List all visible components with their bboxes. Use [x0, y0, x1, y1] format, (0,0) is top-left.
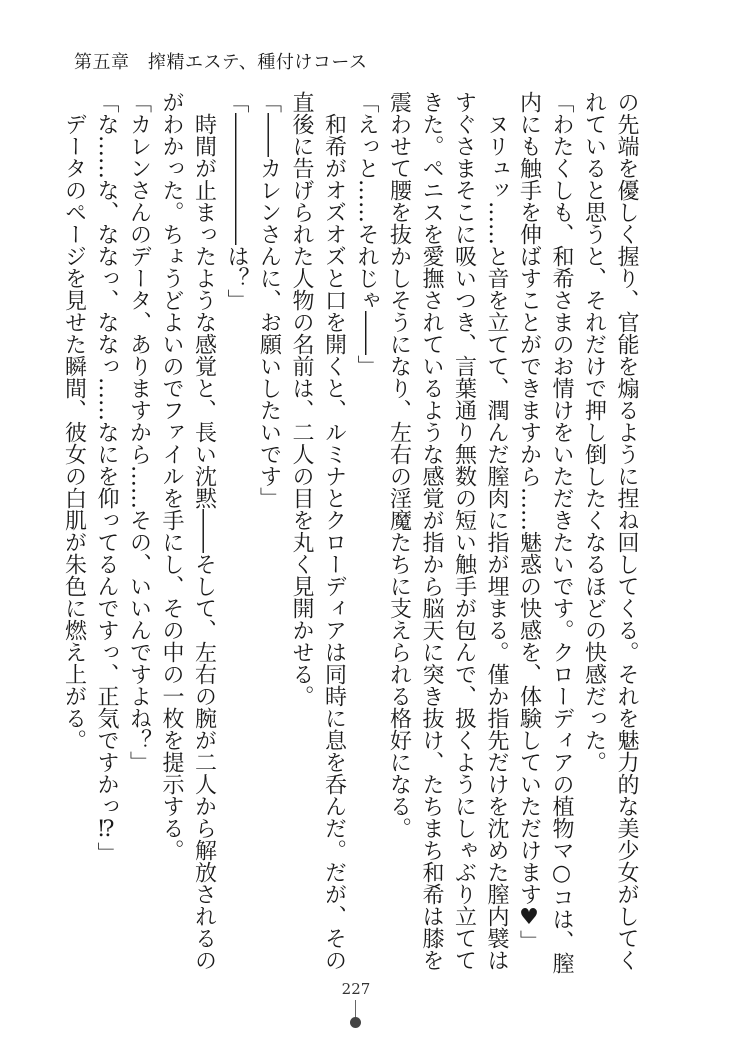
- text-line: 震わせて腰を抜かしそうになり、左右の淫魔たちに支えられる格好になる。: [386, 91, 412, 839]
- text-line: 時間が止まったような感覚と、長い沈黙――そして、左右の腕が二人から解放されるの: [191, 91, 217, 971]
- text-line: 「――カレンさんに、お願いしたいです」: [256, 91, 282, 509]
- text-line: がわかった。ちょうどよいのでファイルを手にし、その中の一枚を提示する。: [159, 91, 184, 861]
- text-line: 「――――――は？」: [224, 91, 249, 311]
- text-line: 内にも触手を伸ばすことができますから……魅惑の快感を、体験していただけます♥」: [516, 91, 542, 952]
- page-number: 227: [341, 980, 371, 998]
- text-line: データのページを見せた瞬間、彼女の白肌が朱色に燃え上がる。: [61, 91, 87, 751]
- text-line: すぐさまそこに吸いつき、言葉通り無数の短い触手が包んで、扱くようにしゃぶり立てて: [451, 91, 477, 971]
- text-line: 和希がオズオズと口を開くと、ルミナとクローディアは同時に息を呑んだ。だが、その: [321, 91, 347, 971]
- text-line: ヌリュッ……と音を立てて、潤んだ膣肉に指が埋まる。僅か指先だけを沈めた膣内襞は: [484, 91, 509, 971]
- text-line: の先端を優しく握り、官能を煽るように捏ね回してくる。それを魅力的な美少女がしてく: [614, 91, 639, 971]
- text-line: 直後に告げられた人物の名前は、二人の目を丸く見開かせる。: [289, 91, 314, 707]
- page-marker-dot-icon: [350, 1017, 361, 1028]
- text-line: 「わたくしも、和希さまのお情けをいただきたいです。クローディアの植物マ○コは、膣: [549, 91, 574, 974]
- text-line: れていると思うと、それだけで押し倒したくなるほどの快感だった。: [581, 91, 607, 773]
- text-line: 「な……な、ななっ、ななっ……なにを仰ってるんですっ、正気ですかっ⁉」: [94, 91, 119, 864]
- text-line: きた。ペニスを愛撫されているような感覚が指から脳天に突き抜け、たちまち和希は膝を: [419, 91, 444, 971]
- vertical-body-text: [57, 91, 642, 991]
- text-line: 「カレンさんのデータ、ありますから……その、いいんですよね？」: [126, 91, 152, 773]
- running-head-chapter-title: 第五章 搾精エステ、種付けコース: [74, 52, 368, 73]
- text-line: 「えっと……それじゃ――」: [354, 91, 379, 377]
